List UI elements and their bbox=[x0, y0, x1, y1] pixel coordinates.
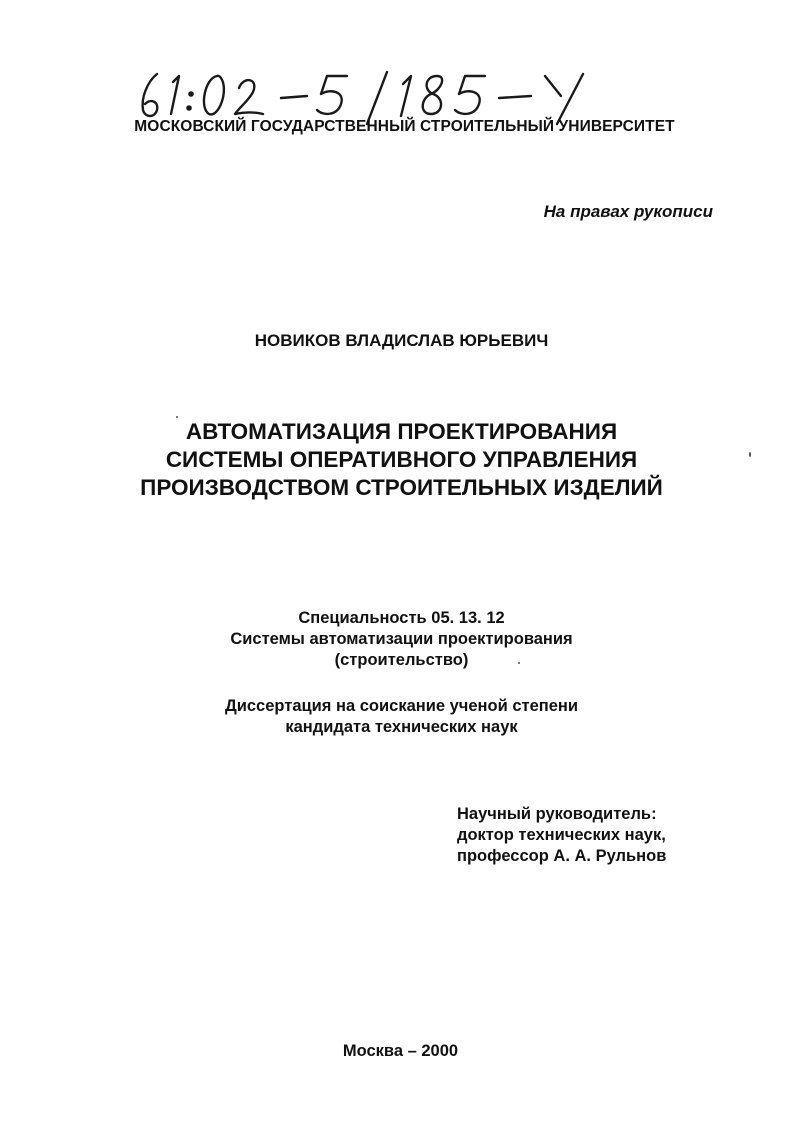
specialty-block bbox=[0, 608, 793, 671]
specialty-name: Системы автоматизации проектирования bbox=[230, 630, 573, 648]
dissertation-title bbox=[0, 418, 793, 502]
university-name: МОСКОВСКИЙ ГОСУДАРСТВЕННЫЙ СТРОИТЕЛЬНЫЙ УНИВЕРСИТЕТ bbox=[134, 118, 675, 135]
supervisor-block bbox=[457, 804, 666, 867]
city-year: Москва – 2000 bbox=[342, 1042, 459, 1060]
degree-line: кандидата технических наук bbox=[285, 718, 518, 736]
supervisor-name: профессор А. А. Рульнов bbox=[457, 847, 667, 865]
rights-note: На правах рукописи bbox=[543, 202, 713, 221]
title-line: СИСТЕМЫ ОПЕРАТИВНОГО УПРАВЛЕНИЯ bbox=[165, 447, 638, 472]
scan-speck bbox=[518, 662, 520, 664]
specialty-field: (строительство) bbox=[334, 651, 469, 669]
author-name: НОВИКОВ ВЛАДИСЛАВ ЮРЬЕВИЧ bbox=[254, 331, 549, 350]
title-line: ПРОИЗВОДСТВОМ СТРОИТЕЛЬНЫХ ИЗДЕЛИЙ bbox=[140, 475, 663, 500]
supervisor-degree: доктор технических наук, bbox=[457, 826, 666, 844]
degree-block bbox=[0, 696, 793, 738]
supervisor-label: Научный руководитель: bbox=[457, 805, 657, 823]
scan-speck bbox=[176, 416, 178, 418]
title-line: АВТОМАТИЗАЦИЯ ПРОЕКТИРОВАНИЯ bbox=[185, 419, 618, 444]
degree-line: Диссертация на соискание ученой степени bbox=[224, 697, 579, 715]
scan-speck bbox=[749, 452, 751, 457]
specialty-code: Специальность 05. 13. 12 bbox=[298, 609, 505, 627]
